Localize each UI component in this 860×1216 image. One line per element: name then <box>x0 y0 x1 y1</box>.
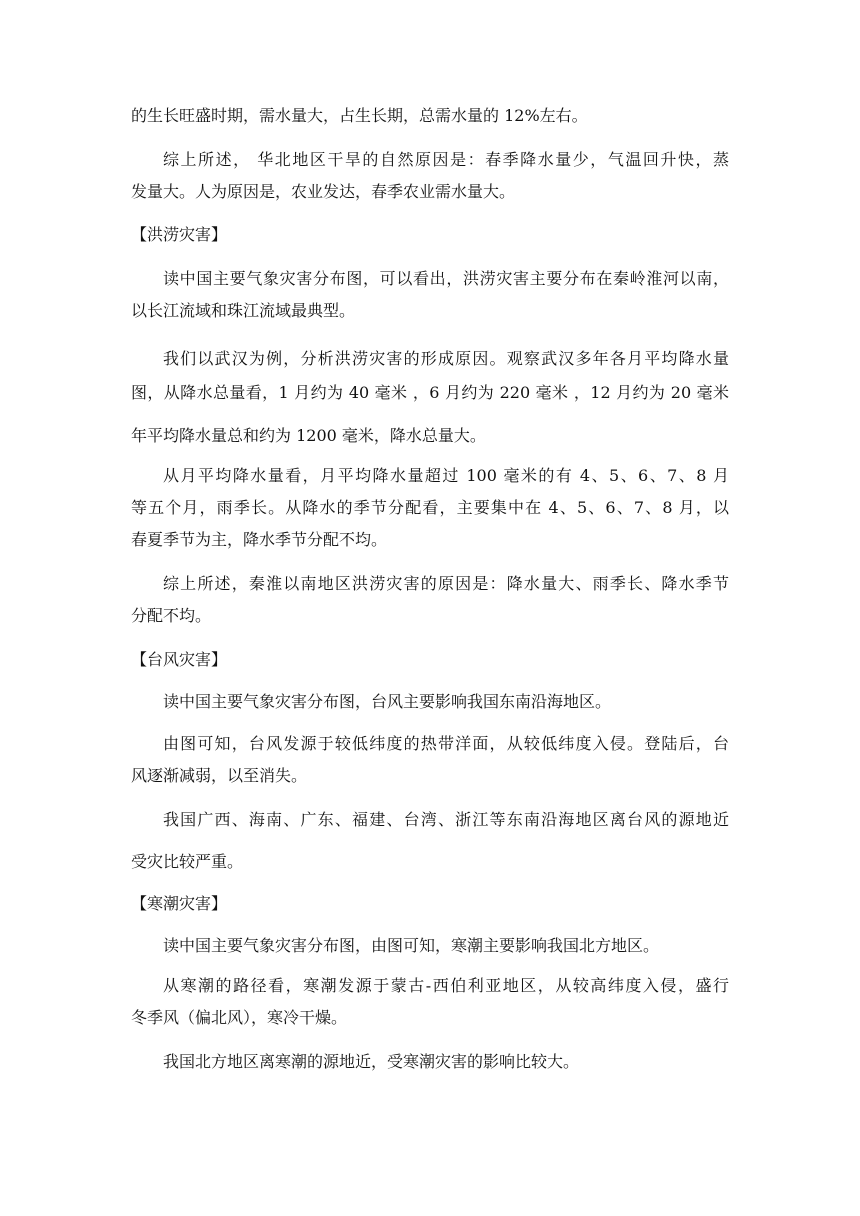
text-line: 我国北方地区离寒潮的源地近，受寒潮灾害的影响比较大。 <box>163 1052 580 1071</box>
text-line: 以长江流域和珠江流域最典型。 <box>131 301 356 320</box>
text-line: 风逐渐减弱，以至消失。 <box>131 766 308 785</box>
text-line: 由图可知，台风发源于较低纬度的热带洋面，从较低纬度入侵。登陆后，台 <box>163 734 729 753</box>
text-line: 读中国主要气象灾害分布图，由图可知，寒潮主要影响我国北方地区。 <box>163 936 660 955</box>
text-line: 冬季风（偏北风），寒冷干燥。 <box>131 1008 348 1027</box>
text-line: 综上所述， 华北地区干旱的自然原因是：春季降水量少，气温回升快，蒸 <box>163 150 729 169</box>
text-line: 我们以武汉为例，分析洪涝灾害的形成原因。观察武汉多年各月平均降水量 <box>163 349 729 368</box>
text-line: 读中国主要气象灾害分布图，可以看出，洪涝灾害主要分布在秦岭淮河以南， <box>163 269 729 288</box>
text-line: 综上所述，秦淮以南地区洪涝灾害的原因是：降水量大、雨季长、降水季节 <box>163 574 729 593</box>
text-line: 图，从降水总量看，1 月约为 40 毫米 ，6 月约为 220 毫米 ，12 月约为 20 毫米 <box>131 383 729 402</box>
section-heading-typhoon: 【台风灾害】 <box>131 650 228 669</box>
text-line: 分配不均。 <box>131 606 212 625</box>
text-line: 等五个月，雨季长。从降水的季节分配看，主要集中在 4、5、6、7、8 月，以 <box>131 498 729 517</box>
text-line: 年平均降水量总和约为 1200 毫米，降水总量大。 <box>131 426 486 445</box>
text-line: 受灾比较严重。 <box>131 852 244 871</box>
section-heading-coldwave: 【寒潮灾害】 <box>131 894 228 913</box>
text-line: 从寒潮的路径看，寒潮发源于蒙古-西伯利亚地区，从较高纬度入侵，盛行 <box>163 976 729 995</box>
section-heading-flood: 【洪涝灾害】 <box>131 225 228 244</box>
text-line: 我国广西、海南、广东、福建、台湾、浙江等东南沿海地区离台风的源地近 <box>163 810 729 829</box>
text-line: 读中国主要气象灾害分布图，台风主要影响我国东南沿海地区。 <box>163 692 612 711</box>
text-line: 从月平均降水量看，月平均降水量超过 100 毫米的有 4、5、6、7、8 月 <box>163 466 729 485</box>
text-line: 的生长旺盛时期，需水量大，占生长期，总需水量的 12%左右。 <box>131 106 588 125</box>
text-line: 春夏季节为主，降水季节分配不均。 <box>131 530 388 549</box>
text-line: 发量大。人为原因是，农业发达，春季农业需水量大。 <box>131 182 516 201</box>
